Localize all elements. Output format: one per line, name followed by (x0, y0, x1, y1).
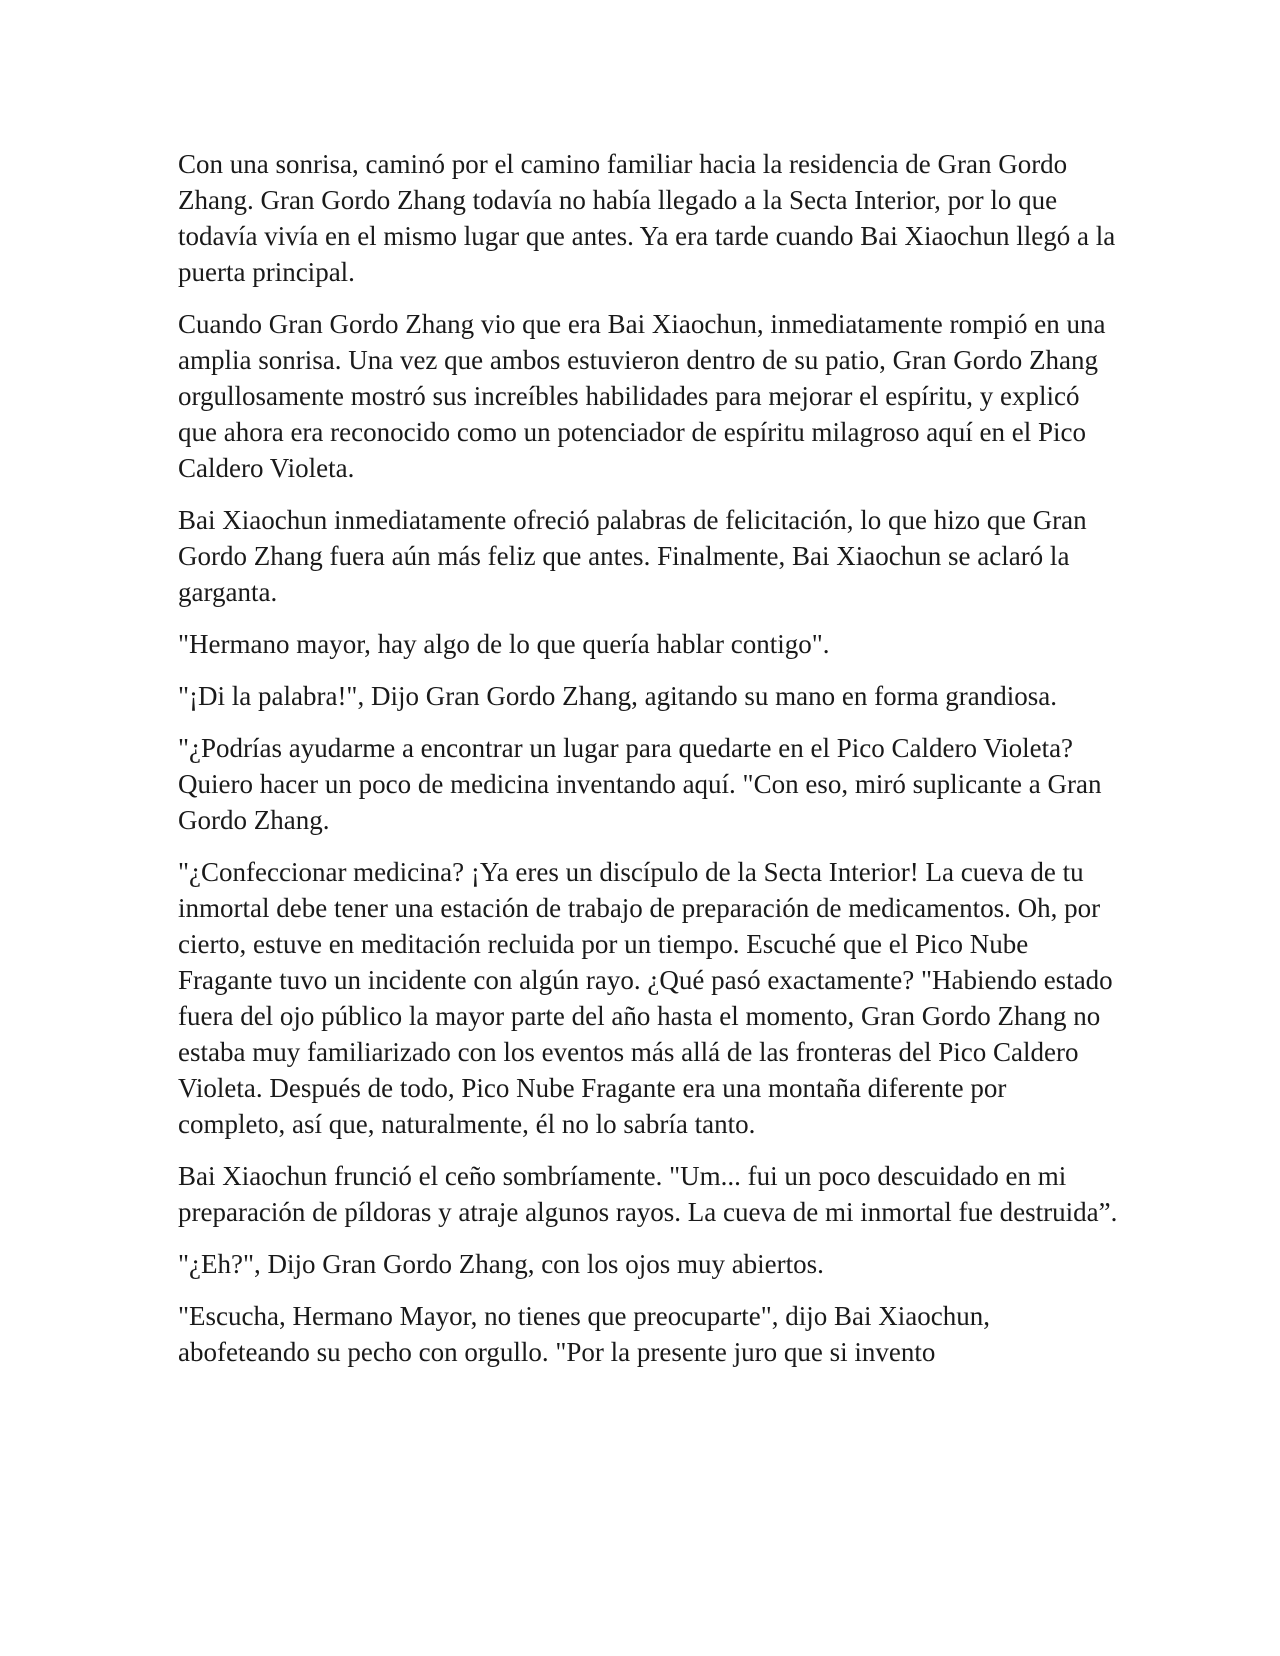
paragraph-5: "¡Di la palabra!", Dijo Gran Gordo Zhang, agitando su mano en forma grandiosa. (178, 681, 1058, 711)
paragraph-9: "¿Eh?", Dijo Gran Gordo Zhang, con los ojos muy abiertos. (178, 1249, 824, 1279)
paragraph-1: Con una sonrisa, caminó por el camino familiar hacia la residencia de Gran Gordo Zhang. Gran Gordo Zhang todavía no había llegado a la Secta Interior, por lo que todavía vivía en el mismo lugar que antes. Ya era tarde cuando Bai Xiaochun llegó a la puerta principal. (178, 149, 1116, 287)
paragraph-4: "Hermano mayor, hay algo de lo que quería hablar contigo". (178, 629, 830, 659)
paragraph-6: "¿Podrías ayudarme a encontrar un lugar para quedarte en el Pico Caldero Violeta? Quiero hacer un poco de medicina inventando aquí. "Con eso, miró suplicante a Gran Gordo Zhang. (178, 733, 1102, 835)
document-body (178, 146, 1118, 1386)
paragraph-8: Bai Xiaochun frunció el ceño sombríamente. "Um... fui un poco descuidado en mi preparación de píldoras y atraje algunos rayos. La cueva de mi inmortal fue destruida”. (178, 1161, 1118, 1227)
paragraph-7: "¿Confeccionar medicina? ¡Ya eres un discípulo de la Secta Interior! La cueva de tu inmortal debe tener una estación de trabajo de preparación de medicamentos. Oh, por cierto, estuve en meditación recluida por un tiempo. Escuché que el Pico Nube Fragante tuvo un incidente con algún rayo. ¿Qué pasó exactamente? "Habiendo estado fuera del ojo público la mayor parte del año hasta el momento, Gran Gordo Zhang no estaba muy familiarizado con los eventos más allá de las fronteras del Pico Caldero Violeta. Después de todo, Pico Nube Fragante era una montaña diferente por completo, así que, naturalmente, él no lo sabría tanto. (178, 857, 1113, 1139)
paragraph-2: Cuando Gran Gordo Zhang vio que era Bai Xiaochun, inmediatamente rompió en una amplia sonrisa. Una vez que ambos estuvieron dentro de su patio, Gran Gordo Zhang orgullosamente mostró sus increíbles habilidades para mejorar el espíritu, y explicó que ahora era reconocido como un potenciador de espíritu milagroso aquí en el Pico Caldero Violeta. (178, 309, 1106, 483)
paragraph-3: Bai Xiaochun inmediatamente ofreció palabras de felicitación, lo que hizo que Gran Gordo Zhang fuera aún más feliz que antes. Finalmente, Bai Xiaochun se aclaró la garganta. (178, 505, 1087, 607)
paragraph-10: "Escucha, Hermano Mayor, no tienes que preocuparte", dijo Bai Xiaochun, abofeteando su pecho con orgullo. "Por la presente juro que si invento (178, 1301, 990, 1367)
